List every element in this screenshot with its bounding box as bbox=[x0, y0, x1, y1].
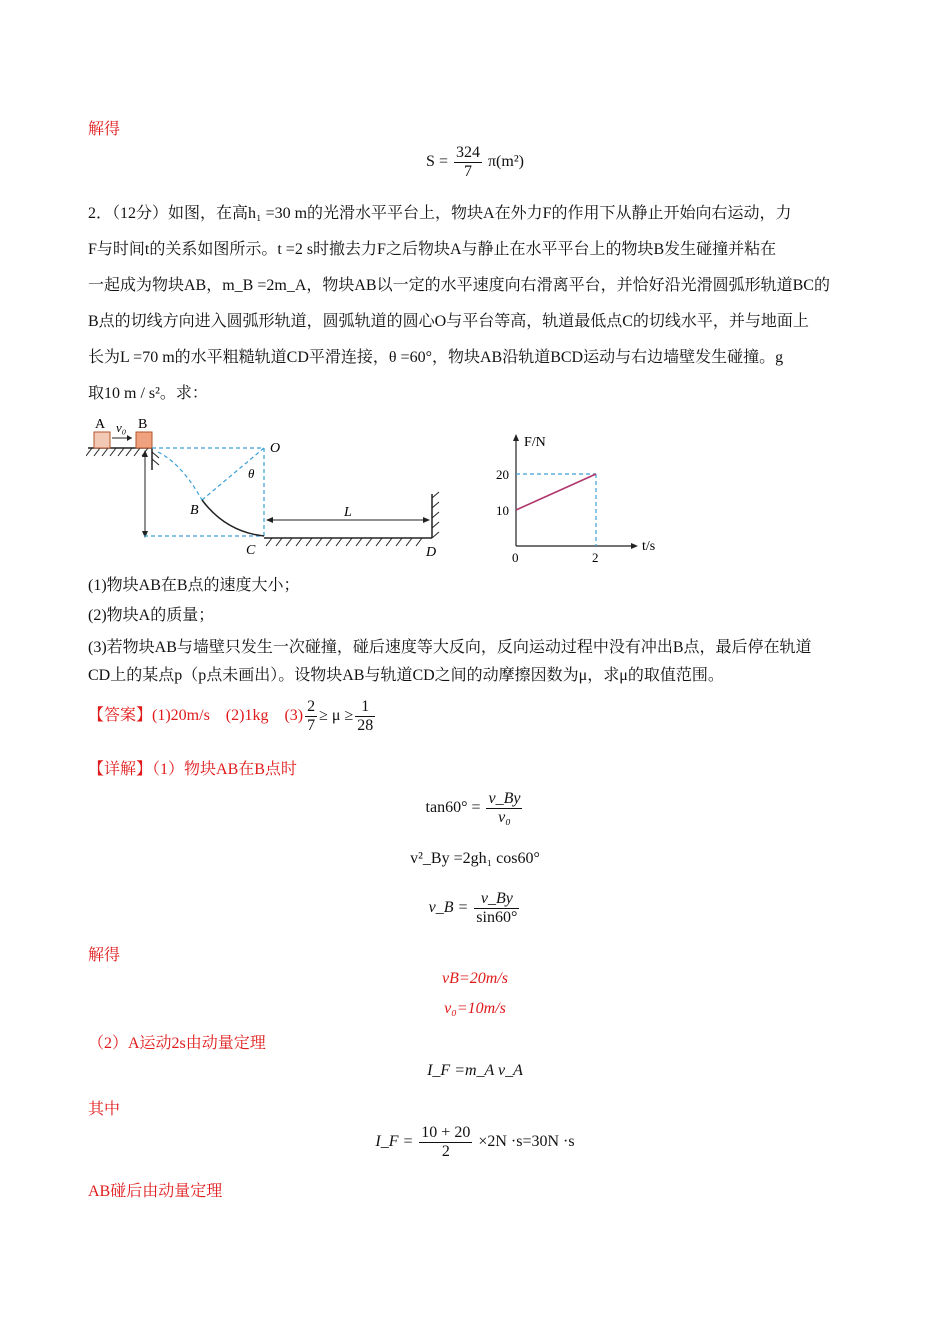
area-den: 7 bbox=[463, 163, 472, 180]
detail-line bbox=[88, 756, 297, 779]
eq1-den: v₀ bbox=[498, 809, 511, 826]
eq3-num: v_By bbox=[474, 890, 519, 909]
frac2-num: 1 bbox=[355, 698, 375, 717]
detail-text: （1）物块AB在B点时 bbox=[152, 761, 297, 778]
equation-impulse: I_F =m_A v_A bbox=[427, 1062, 523, 1079]
force-series-line bbox=[516, 474, 596, 510]
eq5-num: 10 + 20 bbox=[421, 1124, 471, 1141]
solve-label-2: 解得 bbox=[88, 947, 121, 964]
label-d: D bbox=[426, 545, 437, 560]
equation-tan bbox=[0, 790, 950, 827]
answer-line bbox=[88, 698, 377, 735]
eq5-den: 2 bbox=[441, 1143, 450, 1160]
tick-origin: 0 bbox=[512, 550, 519, 565]
detail-tag: 【详解】 bbox=[88, 761, 153, 778]
label-b-point: B bbox=[190, 503, 199, 518]
area-lhs: S = bbox=[426, 153, 448, 171]
answer-tag: 【答案】 bbox=[88, 707, 153, 725]
tick-y-20: 20 bbox=[496, 467, 509, 482]
eq5-lhs: I_F = bbox=[375, 1133, 414, 1151]
eq3-lhs: v_B = bbox=[428, 899, 469, 917]
tick-x-2: 2 bbox=[592, 550, 599, 565]
area-num: 324 bbox=[455, 144, 480, 161]
solve-label-top: 解得 bbox=[88, 121, 121, 138]
equation-vby: v²_By =2gh₁ cos60° bbox=[410, 850, 540, 867]
tick-y-10: 10 bbox=[496, 503, 509, 518]
result-v0: v₀=10m/s bbox=[444, 1000, 506, 1017]
question-3-line-1: (3)若物块AB与墙壁只发生一次碰撞，碰后速度等大反向，反向运动过程中没有冲出B点，最后停在轨道 bbox=[88, 639, 812, 656]
frac1-den: 7 bbox=[307, 717, 316, 734]
frac1-num: 2 bbox=[307, 698, 316, 715]
question-1: (1)物块AB在B点的速度大小； bbox=[88, 577, 300, 594]
track-figure bbox=[86, 414, 446, 562]
eq3-den: sin60° bbox=[476, 909, 518, 926]
answer-parts: (1)20m/s (2)1kg (3) bbox=[152, 707, 304, 725]
question-2: (2)物块A的质量； bbox=[88, 607, 215, 624]
label-a: A bbox=[95, 417, 106, 432]
eq5-rhs: ×2N ·s=30N ·s bbox=[478, 1133, 575, 1151]
label-c: C bbox=[246, 543, 256, 558]
where-label: 其中 bbox=[88, 1101, 121, 1118]
problem-line-6: 取10 m / s²。求： bbox=[88, 385, 208, 402]
eq1-fraction bbox=[486, 790, 522, 827]
label-o: O bbox=[270, 441, 281, 456]
label-theta: θ bbox=[248, 466, 255, 481]
area-equation bbox=[0, 144, 950, 181]
eq1-lhs: tan60° = bbox=[425, 799, 481, 817]
frac2-den: 28 bbox=[357, 717, 374, 734]
area-rhs: π(m²) bbox=[487, 153, 524, 171]
answer-fraction-2 bbox=[355, 698, 375, 735]
eq5-fraction bbox=[419, 1124, 472, 1161]
x-axis-label: t/s bbox=[642, 539, 656, 554]
block-a bbox=[94, 432, 110, 448]
y-axis-label: F/N bbox=[524, 435, 546, 450]
problem-line-5: 长为L =70 m的水平粗糙轨道CD平滑连接，θ =60°，物块AB沿轨道BCD运动与右边墙壁发生碰撞。g bbox=[88, 349, 784, 366]
answer-fraction-1 bbox=[305, 698, 317, 735]
eq1-num: v_By bbox=[488, 790, 521, 807]
problem-line-3: 一起成为物块AB，m_B =2m_A，物块AB以一定的水平速度向右滑离平台，并恰好沿光滑圆弧形轨道BC的 bbox=[88, 277, 830, 294]
label-l: L bbox=[344, 505, 352, 520]
label-v0: v₀ bbox=[116, 420, 127, 435]
answer-mid: ≥ μ ≥ bbox=[319, 707, 354, 725]
force-time-graph bbox=[486, 428, 676, 566]
block-b bbox=[136, 432, 152, 448]
last-line: AB碰后由动量定理 bbox=[88, 1183, 223, 1200]
problem-line-4: B点的切线方向进入圆弧形轨道，圆弧轨道的圆心O与平台等高，轨道最低点C的切线水平，并与地面上 bbox=[88, 313, 809, 330]
result-vb: vB=20m/s bbox=[442, 970, 508, 987]
part-2-heading: （2）A运动2s由动量定理 bbox=[88, 1035, 266, 1052]
problem-line-2: F与时间t的关系如图所示。t =2 s时撤去力F之后物块A与静止在水平平台上的物块B发生碰撞并粘在 bbox=[88, 241, 777, 258]
equation-impulse-value bbox=[0, 1124, 950, 1161]
area-fraction bbox=[454, 144, 482, 181]
equation-vb bbox=[0, 890, 950, 927]
eq3-fraction bbox=[474, 890, 519, 927]
label-b: B bbox=[138, 417, 148, 432]
problem-line-1: 2．（12分）如图，在高h₁ =30 m的光滑水平平台上，物块A在外力F的作用下从静止开始向右运动，力 bbox=[88, 205, 792, 222]
question-3-line-2: CD上的某点p（p点未画出）。设物块AB与轨道CD之间的动摩擦因数为μ，求μ的取值范围。 bbox=[88, 667, 724, 684]
